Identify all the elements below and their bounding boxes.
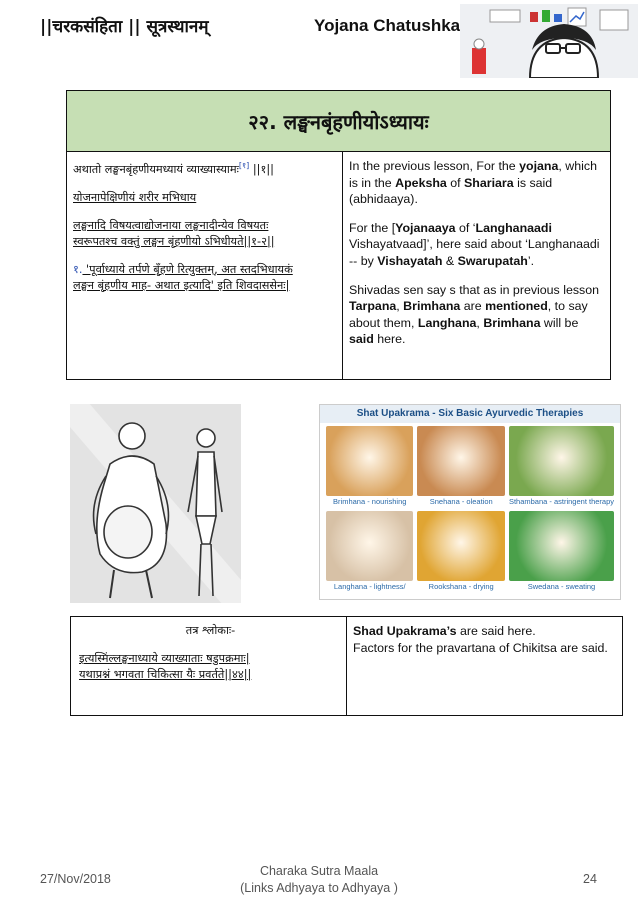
p3-m: here. — [373, 332, 406, 347]
p3-e: are — [460, 299, 486, 314]
p3-a: Shivadas sen say s that as in previous lesson — [349, 282, 600, 297]
therapy-tile — [509, 511, 614, 592]
therapy-tile — [417, 511, 504, 592]
therapy-label: Swedana - sweating — [527, 582, 596, 591]
paragraph-3 — [349, 282, 606, 348]
therapy-tile — [326, 426, 413, 507]
footnote-text-a: 'पूर्वाध्याये तर्पणे बृँहणे रित्युक्तम्, अत स्तदभिधायकं — [82, 262, 293, 276]
therapy-tile — [509, 426, 614, 507]
p1-g: is said (abhidaaya). — [349, 175, 553, 207]
therapy-label: Sthambana - astringent therapy — [508, 497, 614, 506]
p2-i: ’. — [527, 253, 535, 268]
therapy-label: Brimhana - nourishing — [333, 497, 407, 506]
p1-b: yojana — [519, 159, 559, 173]
footer-center-2: (Links Adhyaya to Adhyaya ) — [240, 881, 398, 895]
therapy-image — [326, 511, 413, 581]
therapy-image — [509, 426, 614, 496]
therapy-image — [326, 426, 413, 496]
p2-c: of ‘ — [455, 220, 476, 235]
paragraph-1 — [349, 158, 606, 208]
verse-3b-text: स्वरूपतश्च वक्तुं लङ्घन बृंहणीयो ऽभिधीयते||१-२|| — [73, 234, 275, 248]
therapy-tile — [417, 426, 504, 507]
footnote-number: १. — [73, 262, 83, 276]
p3-k: will be — [540, 315, 579, 330]
footnote-text-b: लङ्घन बृंहणीय माह- अथात इत्यादि' इति शिवदाससेनः| — [73, 278, 290, 292]
therapy-image — [417, 511, 504, 581]
p2-g: & — [442, 253, 458, 268]
therapy-label: Langhana - lightness/ — [333, 582, 406, 591]
therapies-grid — [320, 423, 620, 595]
p1-a: In the previous lesson, For the — [349, 159, 520, 173]
page-number: 24 — [583, 872, 597, 886]
shloka-line-2: यथाप्रश्नं भगवता चिकित्सा यैः प्रवर्तते||४४|| — [79, 668, 252, 681]
p3-j: Brimhana — [483, 315, 541, 330]
p2-a: For the [ — [349, 220, 396, 235]
verse-1-end: ||१|| — [249, 162, 274, 176]
therapy-image — [417, 426, 504, 496]
verse-2-text: योजनापेक्षिणीयं शरीर मभिधाय — [73, 190, 197, 204]
p2-h: Swarupatah — [457, 253, 528, 268]
chapter-table — [66, 90, 611, 380]
header-title-english: Yojana Chatushka — [314, 16, 461, 35]
shloka-en-line-2: Factors for the pravartana of Chikitsa are said. — [353, 640, 608, 655]
p2-d: Langhanaadi — [475, 220, 552, 235]
therapy-image — [509, 511, 614, 581]
footer-center-1: Charaka Sutra Maala — [259, 864, 379, 878]
p3-f: mentioned — [485, 299, 548, 314]
fat-thin-figures-illustration — [70, 404, 241, 603]
shloka-en-bold: Shad Upakrama’s — [353, 624, 457, 638]
p2-f: Vishayatah — [377, 253, 443, 268]
p1-d: Apeksha — [395, 175, 447, 190]
header-illustration — [460, 4, 638, 78]
chapter-sanskrit-cell — [67, 152, 343, 379]
p3-g: , to say about them, — [349, 299, 588, 330]
p1-e: of — [446, 175, 465, 190]
verse-1-text: अथातो लङ्घनबृंहणीयमध्यायं व्याख्यास्यामः — [73, 162, 239, 176]
therapy-label: Rookshana - drying — [428, 582, 494, 591]
p3-h: Langhana — [417, 315, 477, 330]
therapy-label: Snehana - oleation — [429, 497, 493, 506]
therapies-panel — [319, 404, 621, 600]
p3-c: , — [396, 299, 404, 314]
p1-c: , which is in the — [349, 159, 597, 190]
p3-l: said — [349, 332, 374, 347]
p1-f: Shariara — [464, 175, 514, 190]
verse-3a-text: लङ्घनादि विषयत्वाद्योजनाया लङ्घनादीन्येव विषयतः — [73, 218, 269, 232]
header-title-sanskrit: ||चरकसंहिता || सूत्रस्थानम् — [40, 17, 209, 37]
p2-e: Vishayatvaad]’, here said about ‘Langhanaadi -- by — [349, 237, 600, 268]
shloka-sanskrit-cell — [71, 617, 347, 715]
shloka-line-1: इत्यस्मिंल्लङ्घनाध्याये व्याख्याताः षडुपक्रमाः| — [79, 652, 250, 665]
shloka-en-rest: are said here. — [456, 624, 536, 638]
paragraph-2 — [349, 220, 606, 270]
shloka-table — [70, 616, 623, 716]
chapter-title: २२. लङ्घनबृंहणीयोऽध्यायः — [67, 91, 610, 152]
p3-b: Tarpana — [349, 299, 397, 314]
verse-1-ref: [१] — [238, 161, 250, 170]
p2-b: Yojanaaya — [395, 220, 456, 235]
shloka-english-cell — [347, 617, 622, 715]
p3-d: Brimhana — [403, 299, 461, 314]
therapies-title: Shat Upakrama - Six Basic Ayurvedic Therapies — [320, 405, 620, 423]
therapy-tile — [326, 511, 413, 592]
p3-i: , — [476, 315, 484, 330]
chapter-english-cell — [343, 152, 610, 379]
shloka-heading: तत्र श्लोकाः- — [185, 624, 236, 637]
footer-date: 27/Nov/2018 — [40, 872, 111, 886]
